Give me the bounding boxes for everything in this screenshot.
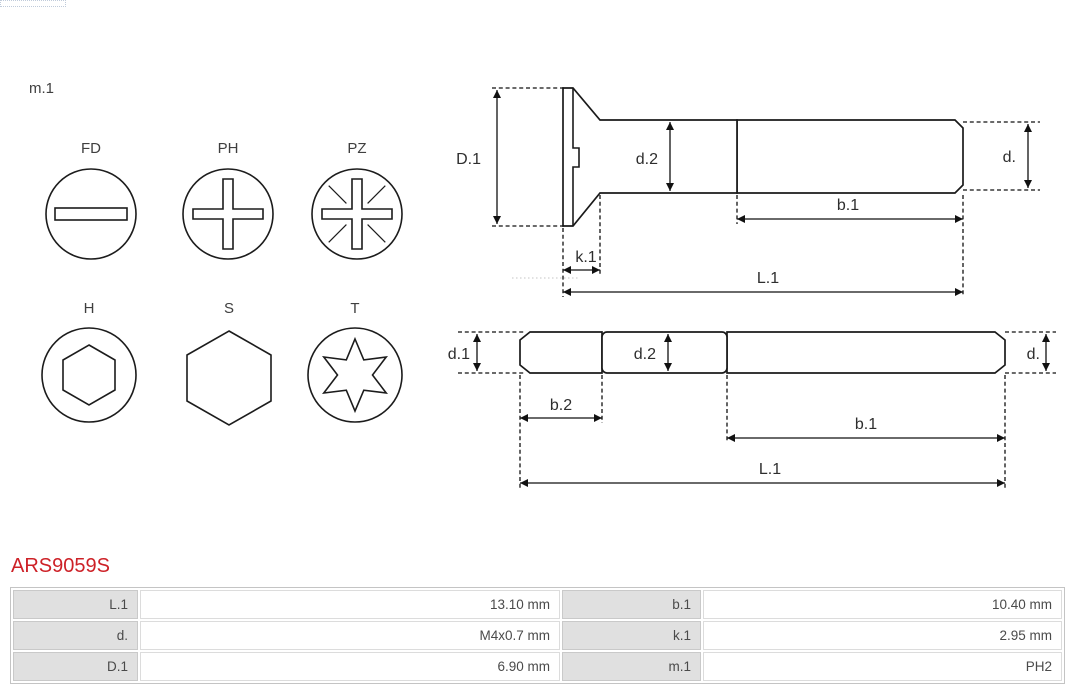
head-type-icon-pz (312, 140, 402, 259)
spec-value-cell: 6.90 mm (140, 652, 560, 681)
head-type-icon-h (42, 300, 136, 422)
head-type-icon-s (187, 300, 271, 425)
dim-label-b1: b.1 (836, 197, 860, 214)
spec-label-cell: m.1 (562, 652, 701, 681)
stud-left-thread (520, 332, 602, 373)
spec-label-cell: L.1 (13, 590, 138, 619)
head-type-icon-ph (183, 140, 273, 259)
stud-drawing (448, 332, 1056, 488)
s-hex-head-icon (187, 331, 271, 425)
spec-label-cell: k.1 (562, 621, 701, 650)
screw-threaded-section (737, 120, 963, 193)
dim-label-k1: k.1 (575, 249, 597, 266)
product-code: ARS9059S (11, 555, 110, 577)
fd-slot (55, 208, 127, 220)
head-type-icon-t (308, 300, 402, 422)
dim-label-stud-b1: b.1 (854, 416, 878, 433)
dim-label-D1: D.1 (456, 151, 481, 168)
spec-value-cell: M4x0.7 mm (140, 621, 560, 650)
head-type-label-t: T (350, 300, 360, 317)
dim-label-stud-d1: d.1 (447, 346, 470, 363)
countersunk-screw-drawing (456, 88, 1040, 297)
head-type-label-ph: PH (217, 140, 239, 157)
stud-plain-shank (602, 332, 727, 373)
table-row (13, 652, 1062, 681)
drawing-ref-label-m1: m.1 (29, 80, 55, 97)
spec-value-cell: 10.40 mm (703, 590, 1062, 619)
head-type-label-pz: PZ (347, 140, 367, 157)
spec-label-cell: d. (13, 621, 138, 650)
spec-label-cell: D.1 (13, 652, 138, 681)
table-row (13, 621, 1062, 650)
dim-label-stud-d2: d.2 (633, 346, 656, 363)
spec-value-cell: 13.10 mm (140, 590, 560, 619)
spec-value-cell: PH2 (703, 652, 1062, 681)
dim-label-L1: L.1 (756, 270, 780, 287)
dim-label-stud-L1: L.1 (758, 461, 782, 478)
dim-label-d2: d.2 (635, 151, 658, 168)
head-type-label-fd: FD (81, 140, 101, 157)
stud-right-thread (727, 332, 1005, 373)
head-type-icon-fd (46, 140, 136, 259)
table-row (13, 590, 1062, 619)
spec-value-cell: 2.95 mm (703, 621, 1062, 650)
spec-table (10, 587, 1065, 684)
dim-label-d: d. (1002, 149, 1016, 166)
dim-label-stud-b2: b.2 (549, 397, 573, 414)
dim-label-stud-d: d. (1026, 346, 1040, 363)
spec-label-cell: b.1 (562, 590, 701, 619)
head-type-label-h: H (83, 300, 95, 317)
head-type-label-s: S (223, 300, 235, 317)
